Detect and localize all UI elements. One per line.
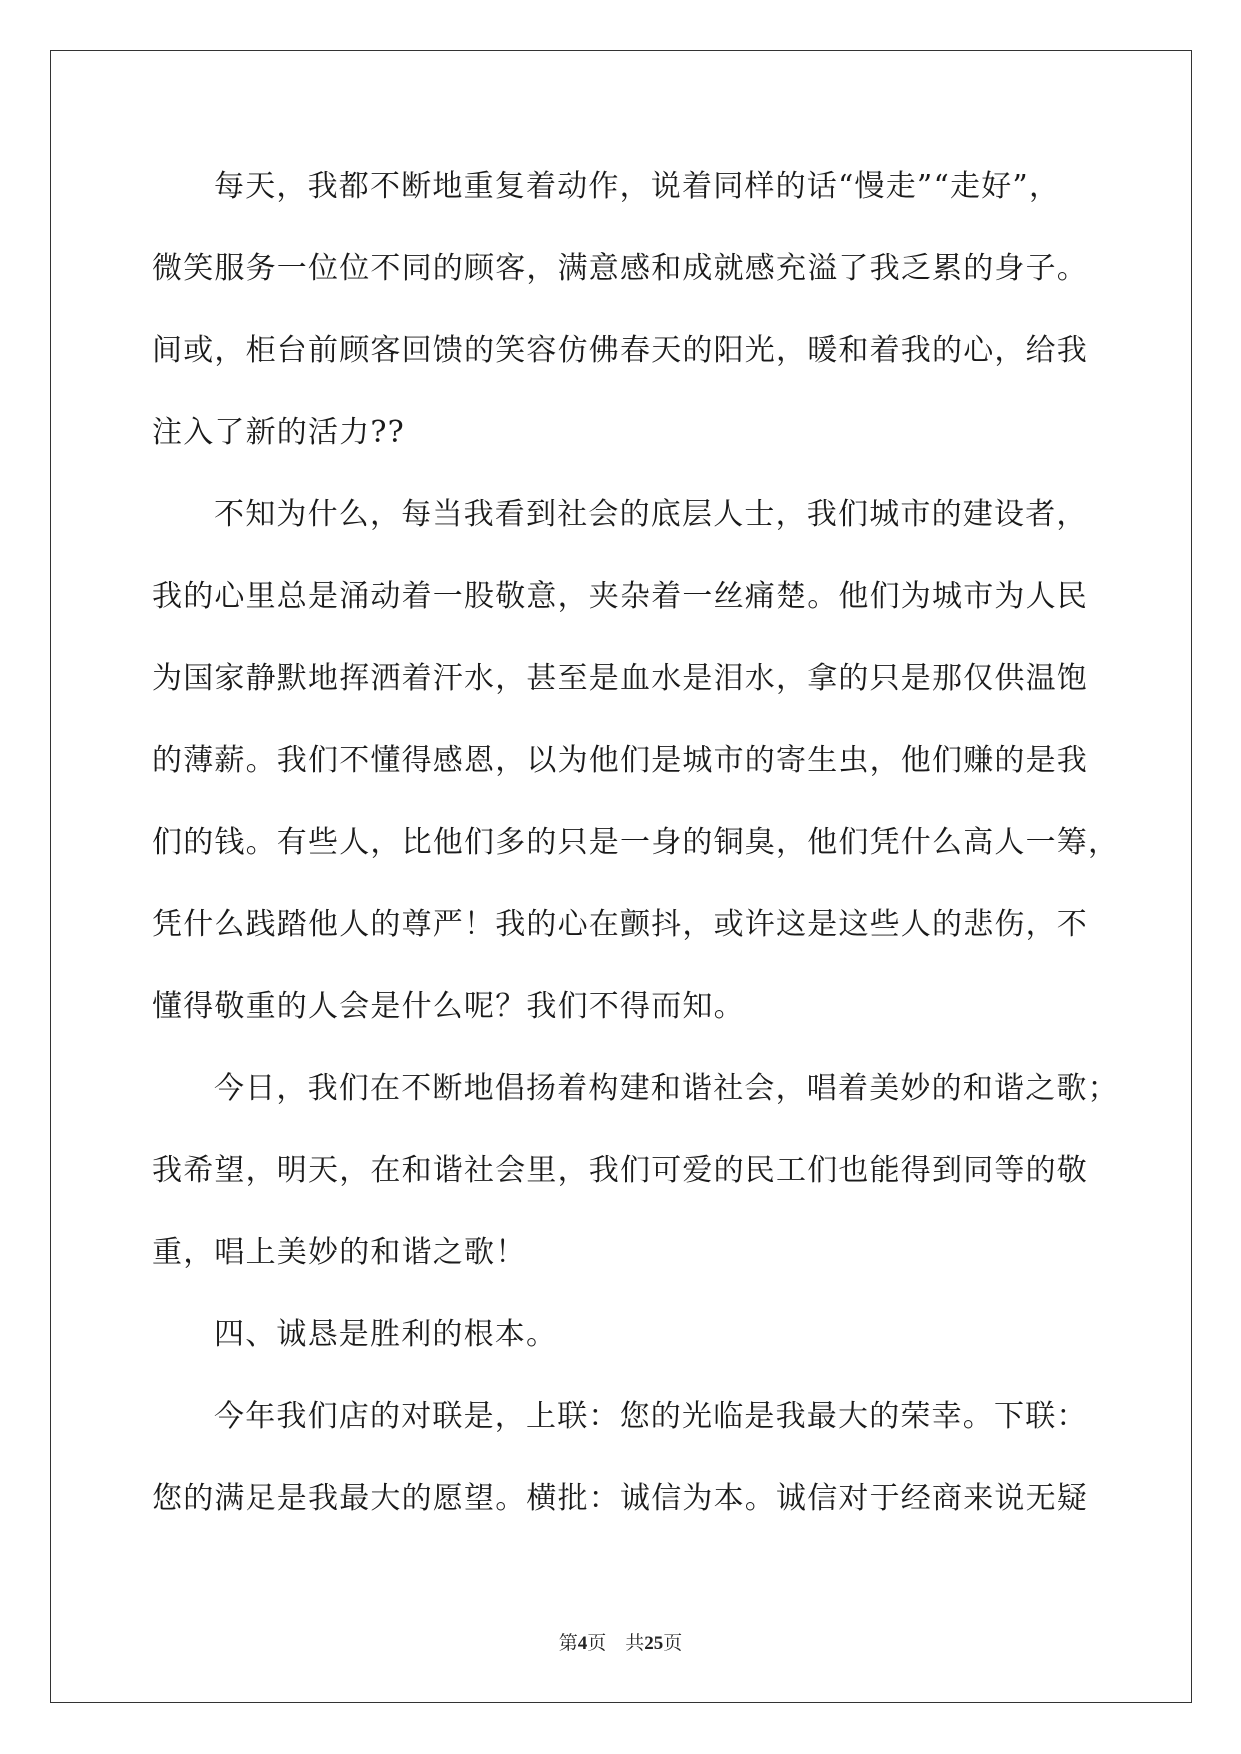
- footer-prefix: 第: [558, 1633, 578, 1654]
- footer-total-prefix: 共: [625, 1633, 645, 1654]
- text-line: 注入了新的活力??: [152, 415, 405, 450]
- text-line: 懂得敬重的人会是什么呢？我们不得而知。: [152, 989, 745, 1024]
- text-line: 的薄薪。我们不懂得感恩，以为他们是城市的寄生虫，他们赚的是我: [152, 743, 1088, 778]
- page-footer: [0, 1628, 1241, 1655]
- text-line: 们的钱。有些人，比他们多的只是一身的铜臭，他们凭什么高人一筹，: [152, 825, 1120, 860]
- text-line: 每天，我都不断地重复着动作，说着同样的话“慢走”“走好”，: [214, 169, 1061, 204]
- text-line: 间或，柜台前顾客回馈的笑容仿佛春天的阳光，暖和着我的心，给我: [152, 333, 1088, 368]
- text-line: 为国家静默地挥洒着汗水，甚至是血水是泪水，拿的只是那仅供温饱: [152, 661, 1088, 696]
- total-page-count: 25: [644, 1633, 664, 1654]
- text-line: 四、诚恳是胜利的根本。: [214, 1317, 558, 1352]
- text-line: 您的满足是我最大的愿望。横批：诚信为本。诚信对于经商来说无疑: [152, 1481, 1088, 1516]
- current-page-number: 4: [577, 1633, 588, 1654]
- text-line: 凭什么践踏他人的尊严！我的心在颤抖，或许这是这些人的悲伤，不: [152, 907, 1088, 942]
- text-line: 我希望，明天，在和谐社会里，我们可爱的民工们也能得到同等的敬: [152, 1153, 1088, 1188]
- text-line: 今日，我们在不断地倡扬着构建和谐社会，唱着美妙的和谐之歌；: [214, 1071, 1119, 1106]
- footer-total-suffix: 页: [663, 1633, 683, 1654]
- text-line: 微笑服务一位位不同的顾客，满意感和成就感充溢了我乏累的身子。: [152, 251, 1088, 286]
- footer-page-suffix: 页: [587, 1633, 607, 1654]
- text-line: 不知为什么，每当我看到社会的底层人士，我们城市的建设者，: [214, 497, 1088, 532]
- text-line: 我的心里总是涌动着一股敬意，夹杂着一丝痛楚。他们为城市为人民: [152, 579, 1088, 614]
- text-line: 重，唱上美妙的和谐之歌！: [152, 1235, 527, 1270]
- text-line: 今年我们店的对联是，上联：您的光临是我最大的荣幸。下联：: [214, 1399, 1088, 1434]
- document-body: [152, 165, 1120, 1559]
